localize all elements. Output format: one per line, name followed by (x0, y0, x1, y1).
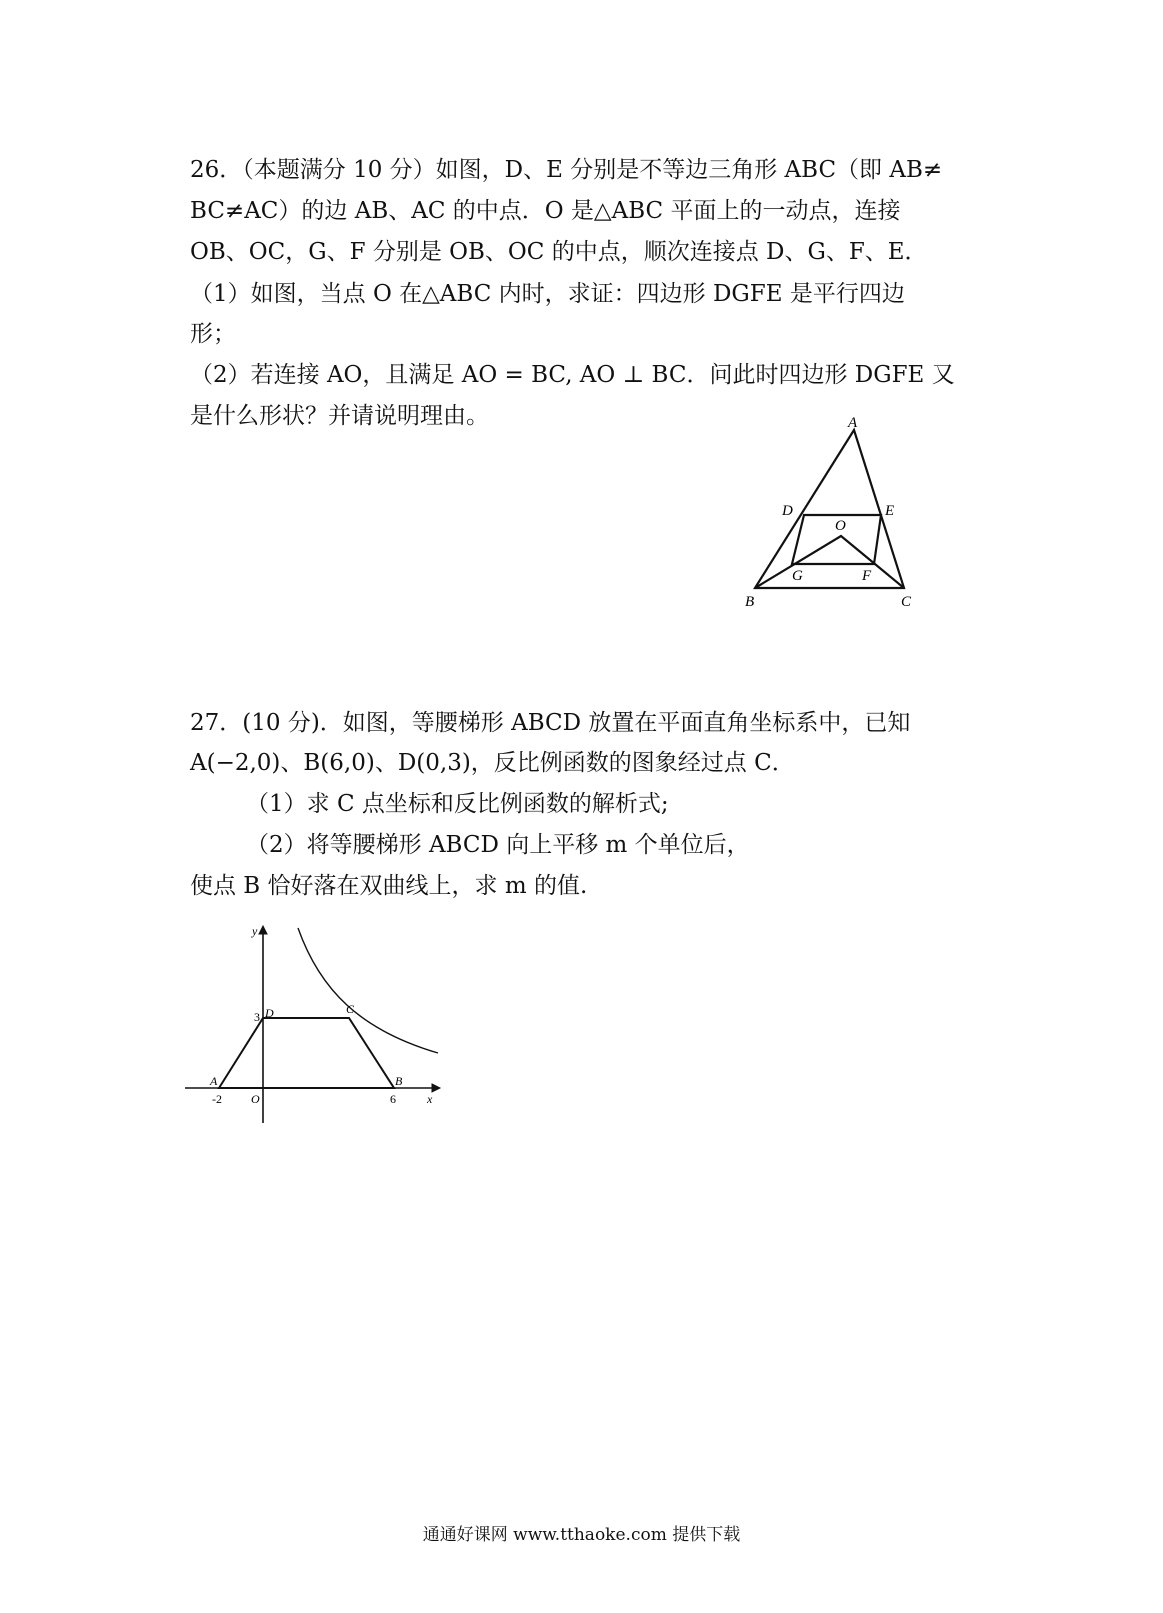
tick-label-3: 3 (254, 1010, 260, 1024)
label-a: A (210, 1074, 218, 1088)
label-origin: O (251, 1092, 260, 1106)
q26-line-5: 形； (190, 321, 236, 347)
label-e: E (885, 503, 895, 519)
q26-line-3: OB、OC，G、F 分别是 OB、OC 的中点，顺次连接点 D、G、F、E． (190, 239, 928, 265)
hyperbola-curve (298, 928, 438, 1053)
x-axis-arrow (432, 1084, 440, 1092)
q26-line-1: 26．（本题满分 10 分）如图，D、E 分别是不等边三角形 ABC（即 AB≠ (190, 157, 943, 183)
q27-line-1: 27．(10 分)．如图，等腰梯形 ABCD 放置在平面直角坐标系中，已知 (190, 710, 911, 736)
q26-triangle-figure (740, 410, 950, 615)
label-a: A (848, 415, 858, 431)
q26-line-2: BC≠AC）的边 AB、AC 的中点．O 是△ABC 平面上的一动点，连接 (190, 198, 901, 224)
q27-line-5: 使点 B 恰好落在双曲线上，求 m 的值. (190, 873, 588, 899)
q26-line-4: （1）如图，当点 O 在△ABC 内时，求证：四边形 DGFE 是平行四边 (190, 281, 905, 307)
segments-bo-oc (755, 536, 904, 588)
label-c: C (346, 1002, 355, 1016)
y-axis-arrow (259, 926, 267, 934)
footer-download-note: 通通好课网 www.tthaoke.com 提供下载 (422, 1525, 741, 1545)
tick-label-neg2: -2 (212, 1092, 222, 1106)
label-c: C (901, 594, 912, 610)
label-x: x (427, 1092, 433, 1106)
trapezoid-abcd (219, 1018, 394, 1088)
q27-coordinate-figure (180, 920, 450, 1130)
label-g: G (792, 568, 803, 584)
label-d: D (782, 503, 793, 519)
label-b: B (745, 594, 755, 610)
q27-line-2: A(−2,0)、B(6,0)、D(0,3)，反比例函数的图象经过点 C． (190, 750, 795, 776)
q26-line-6: （2）若连接 AO，且满足 AO = BC, AO ⊥ BC．问此时四边形 DGFE 又 (190, 362, 955, 388)
label-o: O (835, 518, 846, 534)
label-b: B (395, 1074, 403, 1088)
label-d: D (265, 1006, 274, 1020)
label-y: y (252, 924, 258, 938)
q27-line-4: （2）将等腰梯形 ABCD 向上平移 m 个单位后， (246, 832, 750, 858)
label-f: F (862, 568, 872, 584)
q27-line-3: （1）求 C 点坐标和反比例函数的解析式; (246, 791, 669, 817)
tick-label-6: 6 (390, 1092, 396, 1106)
q26-line-7: 是什么形状？并请说明理由。 (190, 403, 489, 429)
